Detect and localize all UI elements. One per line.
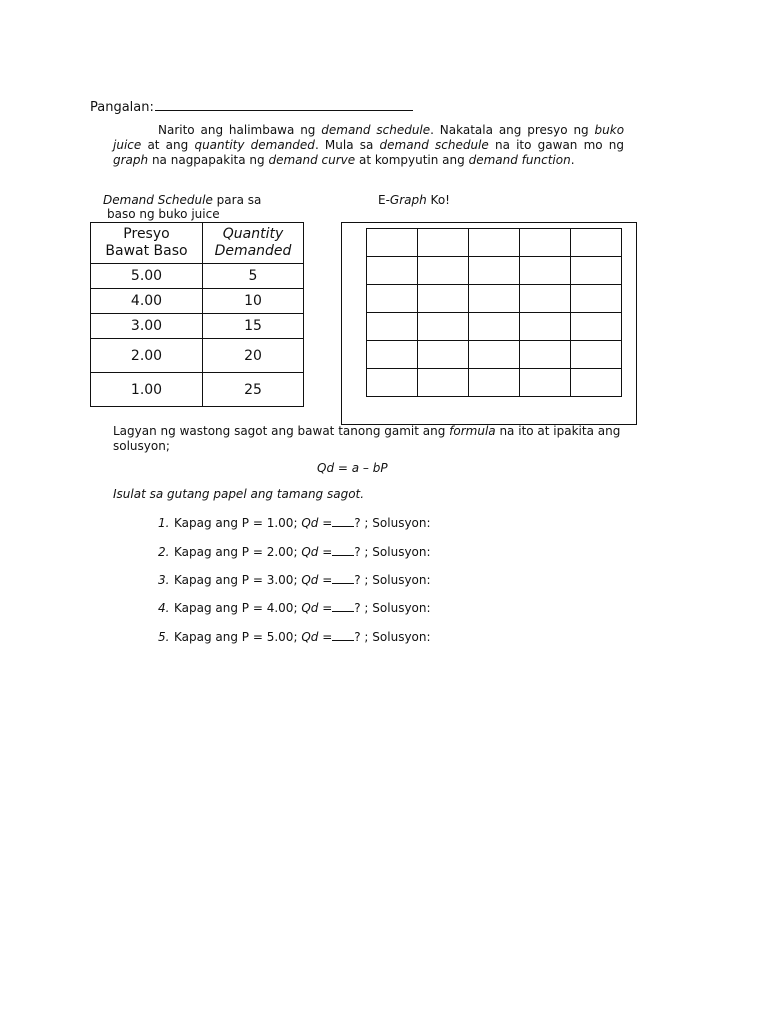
price-cell: 1.00: [91, 373, 203, 407]
graph-caption: E-Graph Ko!: [378, 193, 450, 207]
table-row: [91, 289, 304, 314]
question-item: 2. Kapag ang P = 2.00; Qd = ? ; Solusyon:: [158, 545, 431, 559]
answer-blank[interactable]: [332, 601, 354, 612]
table-row: [91, 264, 304, 289]
name-field[interactable]: [90, 98, 413, 115]
table-caption-line2: baso ng buko juice: [107, 207, 220, 221]
question-item: 5. Kapag ang P = 5.00; Qd = ? ; Solusyon:: [158, 630, 431, 644]
header-price: Presyo Bawat Baso: [91, 223, 203, 264]
quantity-cell: 20: [203, 339, 304, 373]
table-row: [91, 339, 304, 373]
intro-paragraph: Narito ang halimbawa ng demand schedule. Nakatala ang presyo ng buko juice at ang quantity demanded. Mula sa demand schedule na ito gawan mo ng graph na nagpapakita ng demand curve at kompyutin ang demand function.: [113, 123, 625, 167]
answer-blank[interactable]: [332, 545, 354, 556]
name-blank-line[interactable]: [155, 98, 413, 111]
price-cell: 5.00: [91, 264, 203, 289]
name-label: Pangalan:: [90, 100, 154, 115]
note: Isulat sa gutang papel ang tamang sagot.: [113, 487, 365, 501]
price-cell: 3.00: [91, 314, 203, 339]
table-row: [91, 314, 304, 339]
quantity-cell: 5: [203, 264, 304, 289]
quantity-cell: 15: [203, 314, 304, 339]
instructions: Lagyan ng wastong sagot ang bawat tanong gamit ang formula na ito at ipakita ang solusyon;: [113, 424, 621, 453]
formula: Qd = a – bP: [317, 461, 388, 475]
quantity-cell: 10: [203, 289, 304, 314]
answer-blank[interactable]: [332, 630, 354, 641]
demand-schedule-table: [90, 222, 304, 407]
question-item: 1. Kapag ang P = 1.00; Qd = ? ; Solusyon:: [158, 516, 431, 530]
answer-blank[interactable]: [332, 573, 354, 584]
answer-blank[interactable]: [332, 516, 354, 527]
question-item: 4. Kapag ang P = 4.00; Qd = ? ; Solusyon:: [158, 601, 431, 615]
price-cell: 4.00: [91, 289, 203, 314]
graph-grid[interactable]: [366, 228, 622, 397]
table-row: [91, 373, 304, 407]
price-cell: 2.00: [91, 339, 203, 373]
table-header-row: [91, 223, 304, 264]
quantity-cell: 25: [203, 373, 304, 407]
table-caption: Demand Schedule para sa: [103, 193, 262, 207]
question-item: 3. Kapag ang P = 3.00; Qd = ? ; Solusyon:: [158, 573, 431, 587]
header-quantity: Quantity Demanded: [203, 223, 304, 264]
